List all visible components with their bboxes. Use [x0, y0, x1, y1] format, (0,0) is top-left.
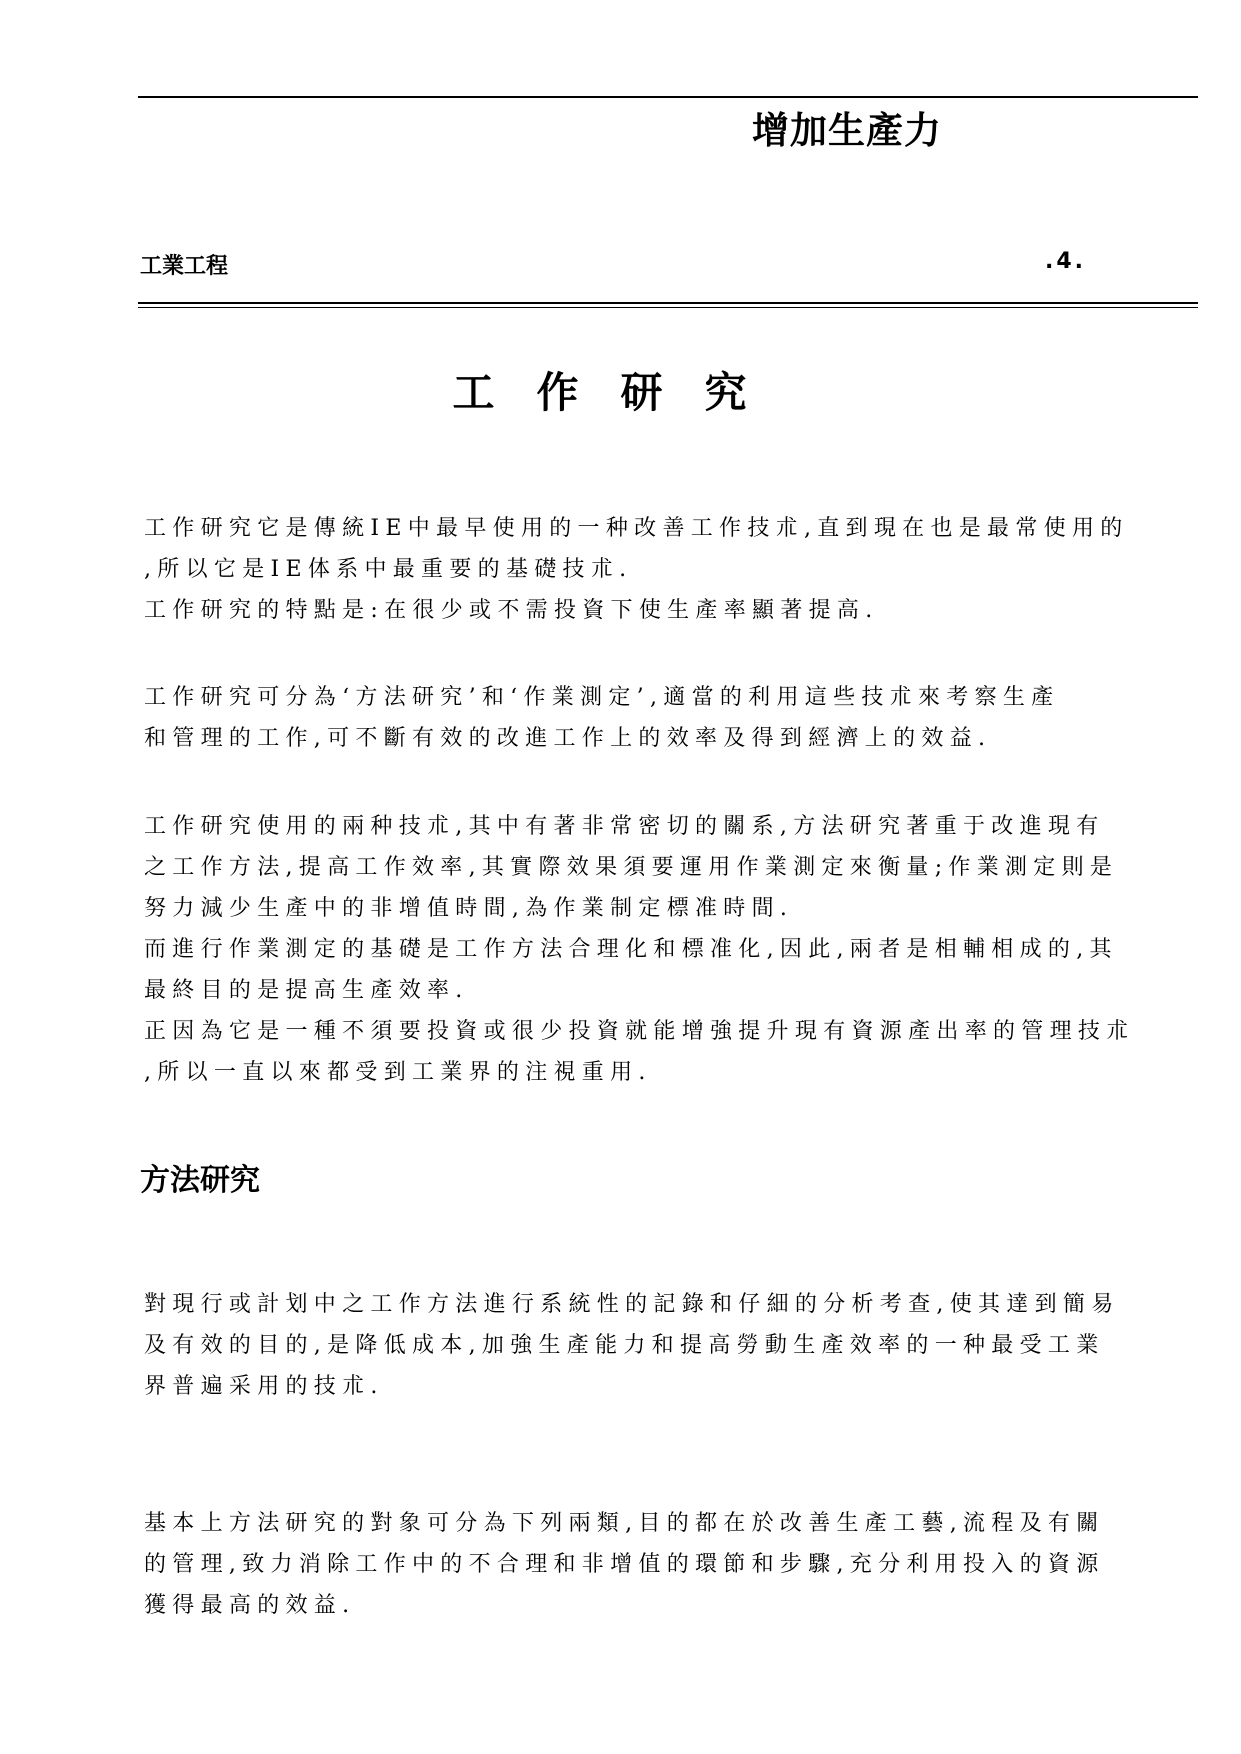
paragraph-line: 及有效的目的,是降低成本,加強生產能力和提高勞動生產效率的一种最受工業 [144, 1333, 1105, 1358]
paragraph [144, 1284, 1194, 1407]
paragraph [144, 508, 1194, 631]
paragraph-line: 的管理,致力消除工作中的不合理和非增值的環節和步驟,充分利用投入的資源 [144, 1552, 1105, 1577]
paragraph [144, 677, 1194, 759]
top-rule [138, 96, 1198, 98]
paragraph-line: 界普遍采用的技朮. [144, 1374, 384, 1399]
paragraph-line: 工作研究使用的兩种技朮,其中有著非常密切的關系,方法研究著重于改進現有 [144, 814, 1105, 839]
paragraph-line: 之工作方法,提高工作效率,其實際效果須要運用作業測定來衡量;作業測定則是 [144, 855, 1119, 880]
paragraph-line: 工作研究的特點是:在很少或不需投資下使生產率顯著提高. [144, 598, 879, 623]
paragraph-line: 努力減少生產中的非增值時間,為作業制定標准時間. [144, 896, 794, 921]
header-rule [138, 302, 1198, 304]
header-page-number: .4. [1045, 249, 1087, 274]
paragraph-line: 和管理的工作,可不斷有效的改進工作上的效率及得到經濟上的效益. [144, 726, 992, 751]
paragraph-line: ,所以一直以來都受到工業界的注視重用. [144, 1060, 652, 1085]
paragraph-line: 正因為它是一種不須要投資或很少投資就能增強提升現有資源產出率的管理技朮 [144, 1019, 1135, 1044]
paragraph-line: 最終目的是提高生產效率. [144, 978, 469, 1003]
section-heading: 方法研究 [140, 1163, 260, 1198]
paragraph-line: ,所以它是IE体系中最重要的基礎技朮. [144, 557, 633, 582]
paragraph-line: 而進行作業測定的基礎是工作方法合理化和標准化,因此,兩者是相輔相成的,其 [144, 937, 1118, 962]
paragraph-line: 基本上方法研究的對象可分為下列兩類,目的都在於改善生產工藝,流程及有關 [144, 1511, 1105, 1536]
paragraph [144, 806, 1194, 1093]
paragraph-line: 工作研究它是傳統IE中最早使用的一种改善工作技朮,直到現在也是最常使用的 [144, 516, 1129, 541]
paragraph [144, 1503, 1194, 1626]
banner-title: 增加生產力 [752, 109, 942, 152]
header-section-name: 工業工程 [140, 254, 229, 279]
document-title: 工作研究 [452, 368, 789, 417]
header-rule-thin [138, 307, 1198, 308]
paragraph-line: 獲得最高的效益. [144, 1593, 356, 1618]
paragraph-line: 對現行或計划中之工作方法進行系統性的記錄和仔細的分析考查,使其達到簡易 [144, 1292, 1120, 1317]
paragraph-line: 工作研究可分為‘方法研究’和‘作業測定’,適當的利用這些技朮來考察生產 [144, 685, 1060, 710]
